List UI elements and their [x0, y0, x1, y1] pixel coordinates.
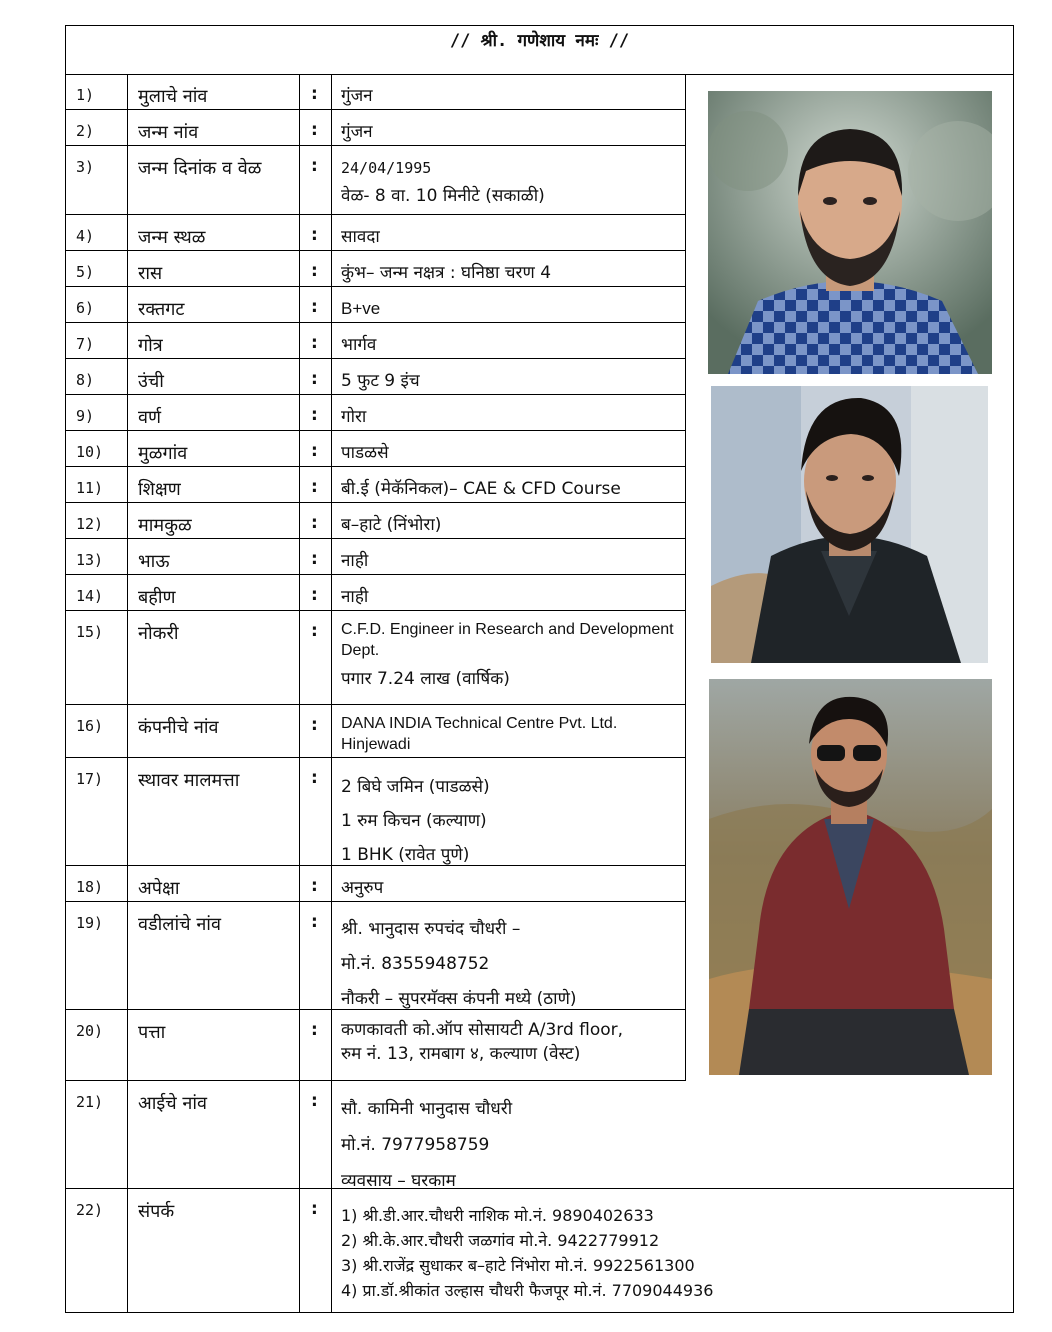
value-line: नौकरी – सुपरमॅक्स कंपनी मध्ये (ठाणे) — [341, 989, 577, 1009]
profile-photo-3 — [709, 679, 992, 1075]
value-line: गोरा — [341, 407, 367, 427]
row-number: 22) — [66, 1189, 128, 1312]
value-line: B+ve — [341, 299, 381, 318]
value-line: 4) प्रा.डॉ.श्रीकांत उल्हास चौधरी फैजपूर मो.नं. 7709044936 — [341, 1281, 714, 1300]
row-value — [332, 611, 686, 704]
row-colon: : — [300, 395, 332, 430]
row-8 — [66, 359, 686, 395]
row-20 — [66, 1010, 686, 1081]
value-line: वेळ- 8 वा. 10 मिनीटे (सकाळी) — [341, 186, 545, 206]
row-12 — [66, 503, 686, 539]
row-7 — [66, 323, 686, 359]
row-value — [332, 503, 686, 538]
row-number: 4) — [66, 215, 128, 250]
row-label: वडीलांचे नांव — [128, 902, 300, 1009]
row-value — [332, 1010, 686, 1080]
row-label: बहीण — [128, 575, 300, 610]
row-label: भाऊ — [128, 539, 300, 574]
row-label: संपर्क — [128, 1189, 300, 1312]
value-line: 5 फुट 9 इंच — [341, 371, 420, 391]
value-line: 2) श्री.के.आर.चौधरी जळगांव मो.ने. 9422779912 — [341, 1231, 660, 1250]
row-label: स्थावर मालमत्ता — [128, 758, 300, 865]
row-colon: : — [300, 539, 332, 574]
value-line: कुंभ– जन्म नक्षत्र : घनिष्ठा चरण 4 — [341, 263, 552, 283]
value-line: श्री. भानुदास रुपचंद चौधरी – — [341, 919, 521, 939]
row-colon: : — [300, 287, 332, 322]
row-3 — [66, 146, 686, 215]
row-value — [332, 431, 686, 466]
row-number: 1) — [66, 74, 128, 109]
row-colon: : — [300, 1081, 332, 1188]
value-line: पगार 7.24 लाख (वार्षिक) — [341, 669, 510, 689]
value-line: 24/04/1995 — [341, 159, 432, 177]
value-line: नाही — [341, 587, 369, 607]
page-heading: // श्री. गणेशाय नमः // — [66, 26, 1013, 75]
row-colon: : — [300, 902, 332, 1009]
value-line: अनुरुप — [341, 878, 384, 898]
value-line: ब–हाटे (निंभोरा) — [341, 515, 442, 535]
row-21 — [66, 1081, 1013, 1189]
row-number: 6) — [66, 287, 128, 322]
row-colon: : — [300, 1189, 332, 1312]
row-number: 7) — [66, 323, 128, 358]
row-colon: : — [300, 575, 332, 610]
row-15 — [66, 611, 686, 705]
row-19 — [66, 902, 686, 1010]
row-label: रास — [128, 251, 300, 286]
value-line: भार्गव — [341, 335, 377, 355]
row-label: जन्म नांव — [128, 110, 300, 145]
row-number: 14) — [66, 575, 128, 610]
row-value — [332, 146, 686, 214]
row-label: रक्तगट — [128, 287, 300, 322]
row-number: 10) — [66, 431, 128, 466]
row-number: 11) — [66, 467, 128, 502]
row-number: 20) — [66, 1010, 128, 1080]
value-line: पाडळसे — [341, 443, 389, 463]
value-line: सावदा — [341, 227, 380, 247]
value-line: 1 BHK (रावेत पुणे) — [341, 845, 470, 865]
row-label: गोत्र — [128, 323, 300, 358]
value-line: रुम नं. 13, रामबाग ४, कल्याण (वेस्ट) — [341, 1044, 581, 1064]
row-colon: : — [300, 467, 332, 502]
row-value — [332, 902, 686, 1009]
row-number: 3) — [66, 146, 128, 214]
value-line: कणकावती को.ऑप सोसायटी A/3rd floor, — [341, 1020, 624, 1040]
biodata-frame — [65, 25, 1014, 1313]
row-value — [332, 359, 686, 394]
row-label: नोकरी — [128, 611, 300, 704]
value-line: 1 रुम किचन (कल्याण) — [341, 811, 487, 831]
value-line: गुंजन — [341, 122, 373, 142]
row-label: मामकुळ — [128, 503, 300, 538]
row-10 — [66, 431, 686, 467]
row-value — [332, 467, 686, 502]
row-colon: : — [300, 359, 332, 394]
row-13 — [66, 539, 686, 575]
row-colon: : — [300, 146, 332, 214]
row-value — [332, 251, 686, 286]
value-line: मो.नं. 7977958759 — [341, 1135, 490, 1155]
value-line: बी.ई (मेकॅनिकल)– CAE & CFD Course — [341, 479, 621, 499]
row-colon: : — [300, 74, 332, 109]
row-label: अपेक्षा — [128, 866, 300, 901]
row-number: 15) — [66, 611, 128, 704]
row-colon: : — [300, 758, 332, 865]
row-label: वर्ण — [128, 395, 300, 430]
row-1 — [66, 74, 686, 110]
row-5 — [66, 251, 686, 287]
row-value — [332, 215, 686, 250]
row-label: पत्ता — [128, 1010, 300, 1080]
row-number: 21) — [66, 1081, 128, 1188]
row-value — [332, 866, 686, 901]
row-label: जन्म स्थळ — [128, 215, 300, 250]
value-line: मो.नं. 8355948752 — [341, 954, 490, 974]
row-colon: : — [300, 705, 332, 757]
profile-photo-2 — [711, 386, 988, 663]
row-label: जन्म दिनांक व वेळ — [128, 146, 300, 214]
row-2 — [66, 110, 686, 146]
row-colon: : — [300, 431, 332, 466]
row-14 — [66, 575, 686, 611]
row-6 — [66, 287, 686, 323]
row-number: 12) — [66, 503, 128, 538]
row-number: 17) — [66, 758, 128, 865]
row-value — [332, 287, 686, 322]
value-line: व्यवसाय – घरकाम — [341, 1171, 456, 1191]
row-label: आईचे नांव — [128, 1081, 300, 1188]
value-line: DANA INDIA Technical Centre Pvt. Ltd. Hinjewadi — [341, 715, 618, 753]
row-colon: : — [300, 1010, 332, 1080]
row-number: 13) — [66, 539, 128, 574]
row-value — [332, 1189, 1013, 1312]
row-16 — [66, 705, 686, 758]
row-value — [332, 395, 686, 430]
row-colon: : — [300, 323, 332, 358]
row-colon: : — [300, 611, 332, 704]
row-value — [332, 758, 686, 865]
row-colon: : — [300, 503, 332, 538]
row-value — [332, 110, 686, 145]
row-18 — [66, 866, 686, 902]
row-label: मुलाचे नांव — [128, 74, 300, 109]
row-9 — [66, 395, 686, 431]
row-number: 9) — [66, 395, 128, 430]
value-line: C.F.D. Engineer in Research and Development Dept. — [341, 621, 674, 659]
row-value — [332, 323, 686, 358]
row-value — [332, 575, 686, 610]
row-value — [332, 74, 686, 109]
row-value — [332, 539, 686, 574]
value-line: नाही — [341, 551, 369, 571]
row-11 — [66, 467, 686, 503]
value-line: 1) श्री.डी.आर.चौधरी नाशिक मो.नं. 9890402633 — [341, 1206, 654, 1225]
row-number: 2) — [66, 110, 128, 145]
row-colon: : — [300, 110, 332, 145]
value-line: 2 बिघे जमिन (पाडळसे) — [341, 777, 490, 797]
row-22 — [66, 1189, 1013, 1312]
row-number: 5) — [66, 251, 128, 286]
row-value — [332, 705, 686, 757]
row-value — [332, 1081, 1013, 1191]
row-label: कंपनीचे नांव — [128, 705, 300, 757]
row-number: 19) — [66, 902, 128, 1009]
row-label: उंची — [128, 359, 300, 394]
row-colon: : — [300, 215, 332, 250]
value-line: सौ. कामिनी भानुदास चौधरी — [341, 1099, 513, 1119]
row-number: 16) — [66, 705, 128, 757]
row-number: 8) — [66, 359, 128, 394]
row-17 — [66, 758, 686, 866]
row-label: मुळगांव — [128, 431, 300, 466]
row-colon: : — [300, 251, 332, 286]
value-line: 3) श्री.राजेंद्र सुधाकर ब–हाटे निंभोरा मो.नं. 9922561300 — [341, 1256, 695, 1275]
value-line: गुंजन — [341, 86, 373, 106]
row-number: 18) — [66, 866, 128, 901]
row-label: शिक्षण — [128, 467, 300, 502]
row-4 — [66, 215, 686, 251]
row-colon: : — [300, 866, 332, 901]
profile-photo-1 — [708, 91, 992, 374]
